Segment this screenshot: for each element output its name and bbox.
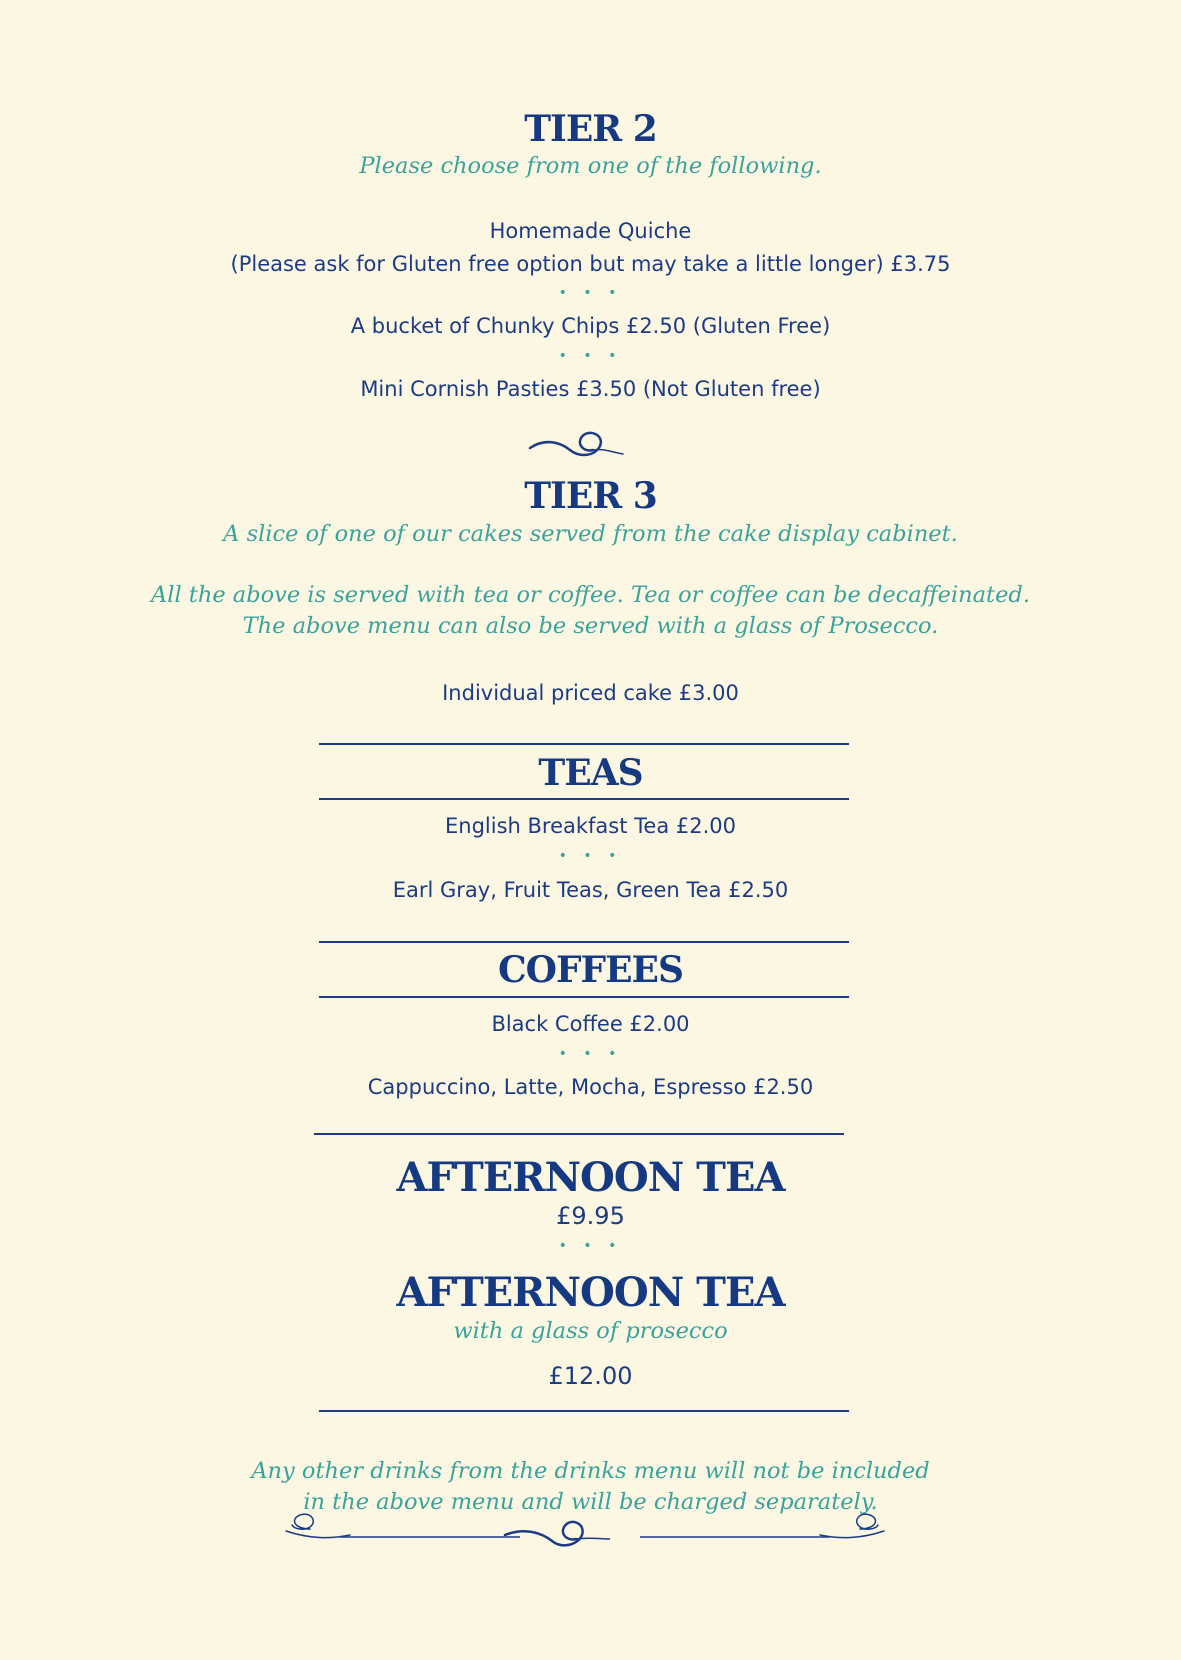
menu-item-cappuccino: Cappuccino, Latte, Mocha, Espresso £2.50 bbox=[367, 1075, 814, 1099]
afternoon-tea-title: AFTERNOON TEA bbox=[396, 1154, 785, 1201]
tier3-title: TIER 3 bbox=[524, 475, 657, 517]
footer-note-line1: Any other drinks from the drinks menu will not be included bbox=[251, 1458, 930, 1484]
tier2-title: TIER 2 bbox=[524, 108, 657, 150]
afternoon-tea-price: £9.95 bbox=[556, 1202, 625, 1230]
footer-note-line2: in the above menu and will be charged separately. bbox=[303, 1489, 878, 1515]
tier3-note-line2: The above menu can also be served with a glass of Prosecco. bbox=[242, 613, 939, 639]
separator-dots: • • • bbox=[558, 348, 623, 364]
separator-dots: • • • bbox=[558, 848, 623, 864]
divider-line bbox=[319, 743, 849, 745]
footer-flourish-ornament bbox=[280, 1505, 890, 1553]
tier3-subtitle: A slice of one of our cakes served from the cake display cabinet. bbox=[223, 521, 958, 547]
divider-line bbox=[319, 941, 849, 943]
menu-item-cake: Individual priced cake £3.00 bbox=[442, 681, 739, 705]
menu-item-black-coffee: Black Coffee £2.00 bbox=[491, 1012, 690, 1036]
divider-line bbox=[319, 798, 849, 800]
divider-line bbox=[314, 1133, 844, 1135]
afternoon-tea-prosecco-price: £12.00 bbox=[548, 1362, 633, 1390]
divider-line bbox=[319, 996, 849, 998]
menu-item-quiche: Homemade Quiche bbox=[489, 219, 692, 243]
afternoon-tea-prosecco-subtitle: with a glass of prosecco bbox=[453, 1318, 728, 1344]
menu-item-pasties: Mini Cornish Pasties £3.50 (Not Gluten free) bbox=[360, 377, 821, 401]
menu-item-chips: A bucket of Chunky Chips £2.50 (Gluten Free) bbox=[350, 314, 831, 338]
teas-title: TEAS bbox=[538, 752, 643, 794]
menu-item-english-breakfast: English Breakfast Tea £2.00 bbox=[445, 814, 736, 838]
flourish-ornament bbox=[525, 418, 635, 464]
menu-item-earl-gray: Earl Gray, Fruit Teas, Green Tea £2.50 bbox=[392, 878, 789, 902]
divider-line bbox=[319, 1410, 849, 1412]
separator-dots: • • • bbox=[558, 285, 623, 301]
tier3-note-line1: All the above is served with tea or coffee. Tea or coffee can be decaffeinated. bbox=[151, 582, 1030, 608]
separator-dots: • • • bbox=[558, 1046, 623, 1062]
menu-item-quiche-note: (Please ask for Gluten free option but may take a little longer) £3.75 bbox=[230, 252, 951, 276]
separator-dots: • • • bbox=[558, 1238, 623, 1254]
coffees-title: COFFEES bbox=[497, 949, 683, 991]
tier2-subtitle: Please choose from one of the following. bbox=[359, 153, 822, 179]
afternoon-tea-prosecco-title: AFTERNOON TEA bbox=[396, 1269, 785, 1316]
